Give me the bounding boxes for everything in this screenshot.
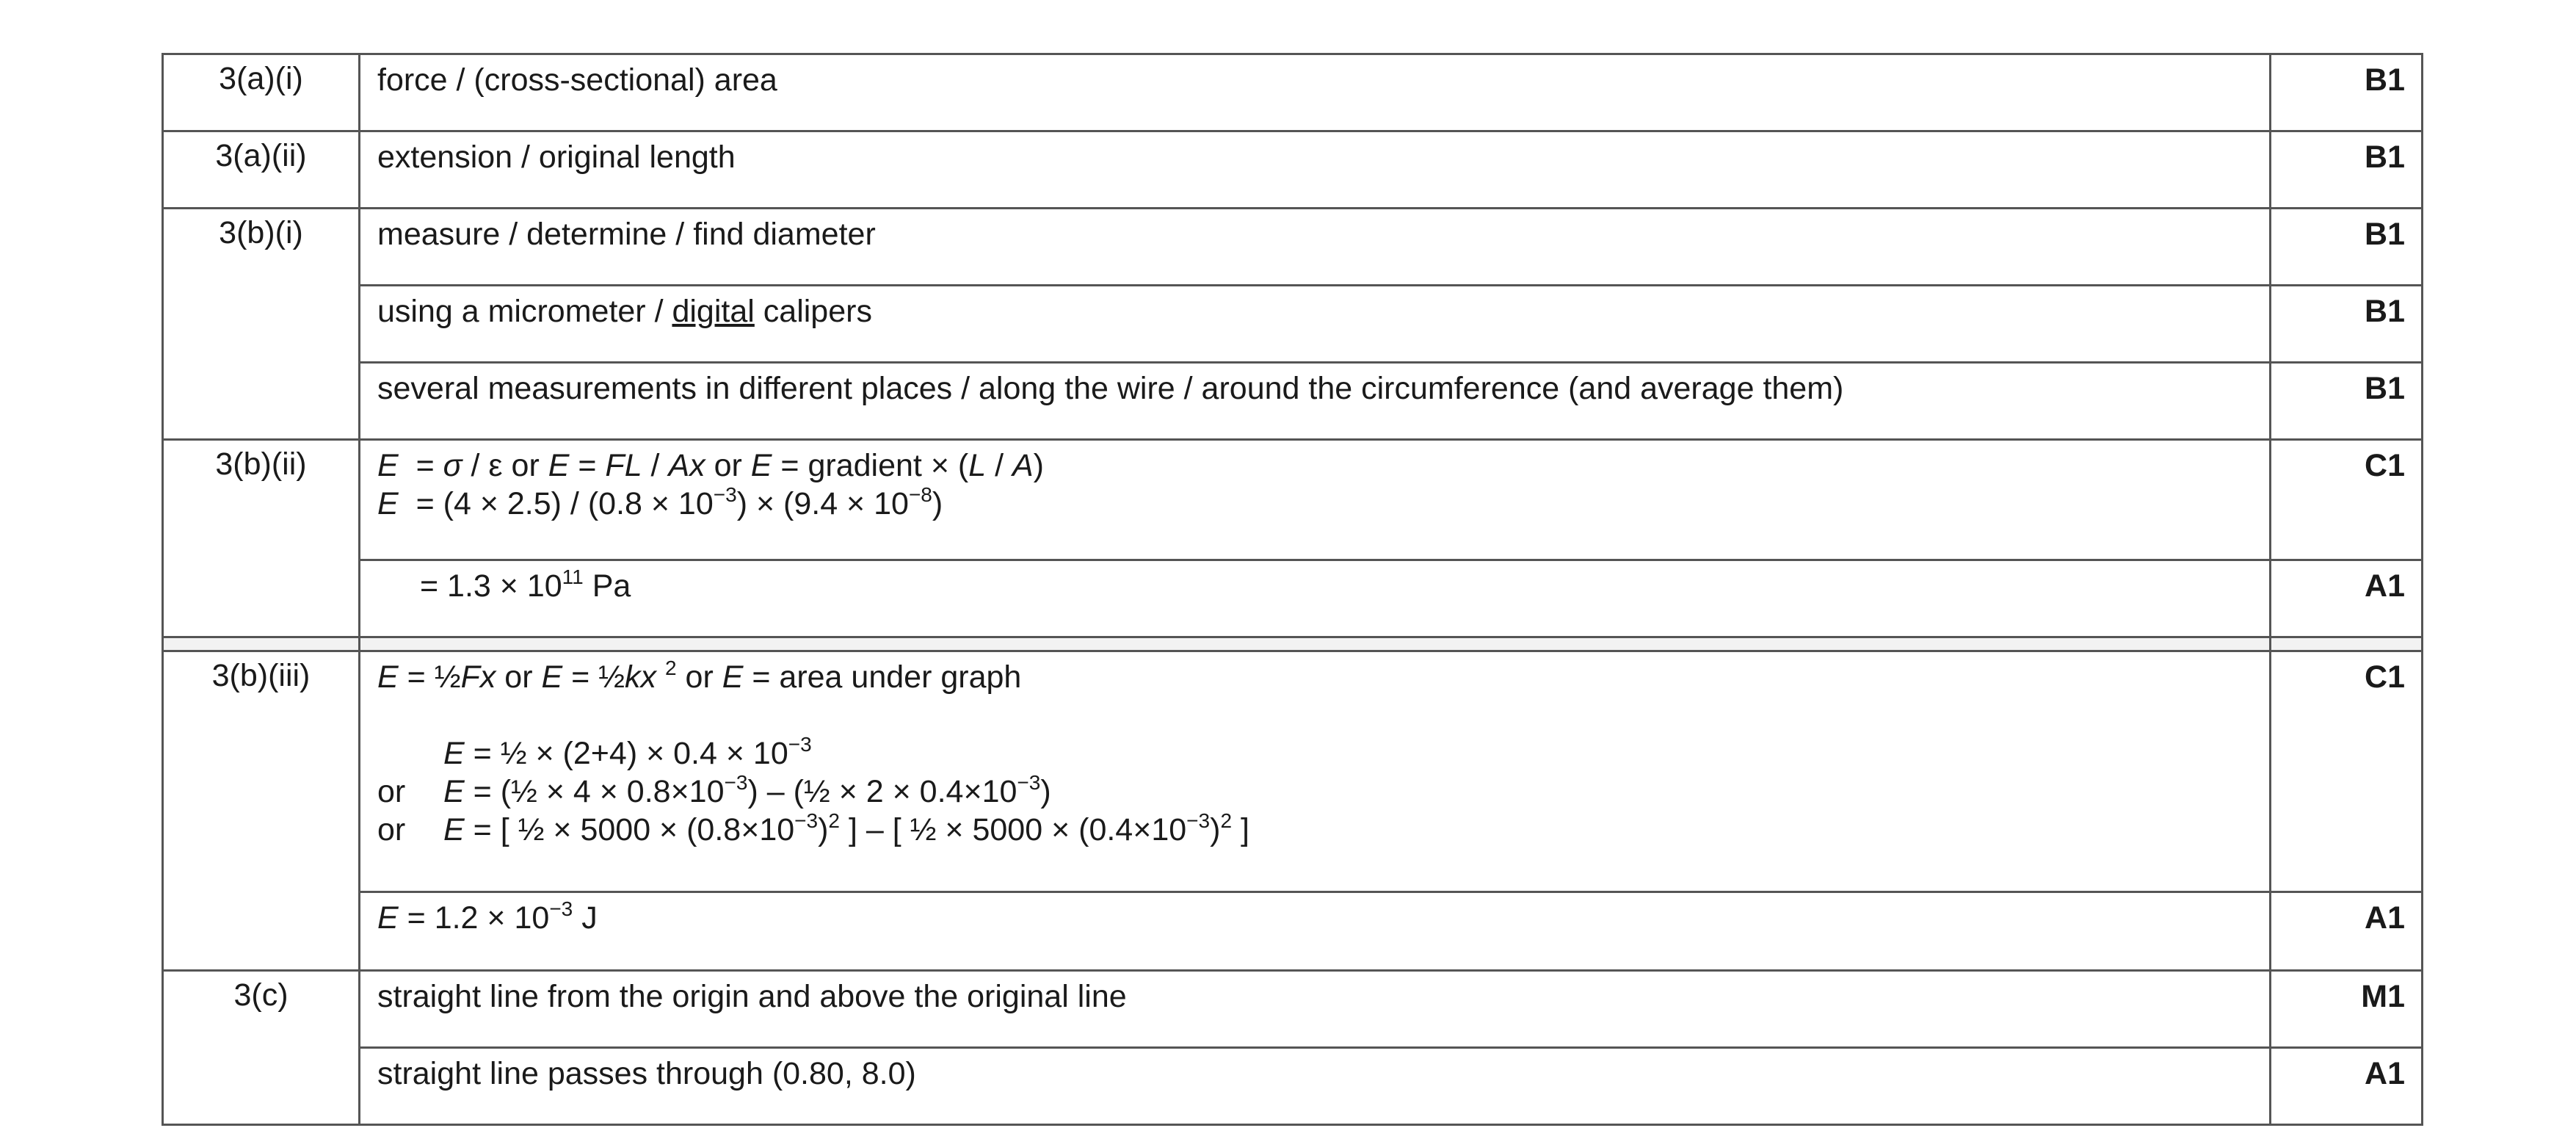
table-row bbox=[164, 53, 2421, 130]
answer-text: several measurements in different places / along the wire / around the circumference (and average them) bbox=[360, 364, 2271, 438]
table-row bbox=[164, 130, 2421, 207]
mark-code: B1 bbox=[2365, 140, 2405, 175]
mark-code: A1 bbox=[2365, 900, 2405, 936]
mark-scheme-table bbox=[162, 53, 2423, 1126]
table-row bbox=[164, 438, 2421, 636]
answer-row bbox=[360, 652, 2421, 891]
equation-line: or E = (½ × $4 \times 0.8\times 10^{-3}$) – (½ × $2 \times 0.4\times 10^{-3}$) bbox=[377, 770, 1051, 809]
answer-text: $E = 1.2 \times 10^{-3}$ J bbox=[360, 893, 2271, 969]
answer-row bbox=[360, 361, 2421, 438]
underlined-word: digital bbox=[672, 294, 755, 329]
answer-text: extension / original length bbox=[360, 132, 2271, 207]
equation-line: E = σ / ε or E = FL / Ax or E = gradient × (L / A) bbox=[377, 448, 1044, 483]
answer-row bbox=[360, 972, 2421, 1046]
table-row bbox=[164, 969, 2421, 1126]
answer-row bbox=[360, 1046, 2421, 1124]
mark-code: B1 bbox=[2365, 371, 2405, 406]
question-number: 3(c) bbox=[164, 972, 360, 1124]
question-number: 3(b)(iii) bbox=[164, 652, 360, 969]
answer-text: measure / determine / find diameter bbox=[360, 209, 2271, 284]
mark-code: B1 bbox=[2365, 217, 2405, 252]
answer-row bbox=[360, 55, 2421, 130]
mark-code: B1 bbox=[2365, 62, 2405, 98]
question-number: 3(a)(ii) bbox=[164, 132, 360, 207]
answer-text: force / (cross-sectional) area bbox=[360, 55, 2271, 130]
equation-line: or E = [ ½ × $5000 \times (0.8\times 10^{-3})^2$ ] – [ ½ × $5000 \times (0.4\times 10^{-3})^2$ ] bbox=[377, 809, 1249, 847]
mark-code: B1 bbox=[2365, 294, 2405, 329]
table-row bbox=[164, 652, 2421, 969]
row-separator bbox=[164, 636, 2421, 652]
answer-row bbox=[360, 441, 2421, 559]
mark-code: A1 bbox=[2365, 568, 2405, 604]
equation-line: E = ½ × $(2+4) \times 0.4 \times 10^{-3}$ bbox=[443, 732, 812, 771]
table-row bbox=[164, 207, 2421, 438]
answer-text: straight line passes through (0.80, 8.0) bbox=[360, 1049, 2271, 1124]
answer-text bbox=[360, 441, 2271, 559]
answer-text: = $1.3 \times 10^{11}$ Pa bbox=[360, 561, 2271, 636]
equation-line: $E = (4 \times 2.5) / (0.8 \times 10^{-3}) \times (9.4 \times 10^{-8})$ bbox=[377, 482, 943, 521]
equation-line: E = ½Fx or E = ½kx $^2$ or E = area under graph bbox=[377, 656, 1022, 695]
mark-code: C1 bbox=[2365, 659, 2405, 695]
mark-code: C1 bbox=[2365, 448, 2405, 483]
mark-code: M1 bbox=[2361, 979, 2405, 1014]
answer-row bbox=[360, 559, 2421, 636]
answer-text bbox=[360, 652, 2271, 891]
question-number: 3(b)(i) bbox=[164, 209, 360, 438]
answer-row bbox=[360, 284, 2421, 361]
mark-code: A1 bbox=[2365, 1056, 2405, 1091]
answer-row bbox=[360, 891, 2421, 969]
answer-row bbox=[360, 209, 2421, 284]
answer-row bbox=[360, 132, 2421, 207]
answer-text: using a micrometer / digital calipers bbox=[360, 286, 2271, 361]
question-number: 3(a)(i) bbox=[164, 55, 360, 130]
question-number: 3(b)(ii) bbox=[164, 441, 360, 636]
answer-text: straight line from the origin and above the original line bbox=[360, 972, 2271, 1046]
